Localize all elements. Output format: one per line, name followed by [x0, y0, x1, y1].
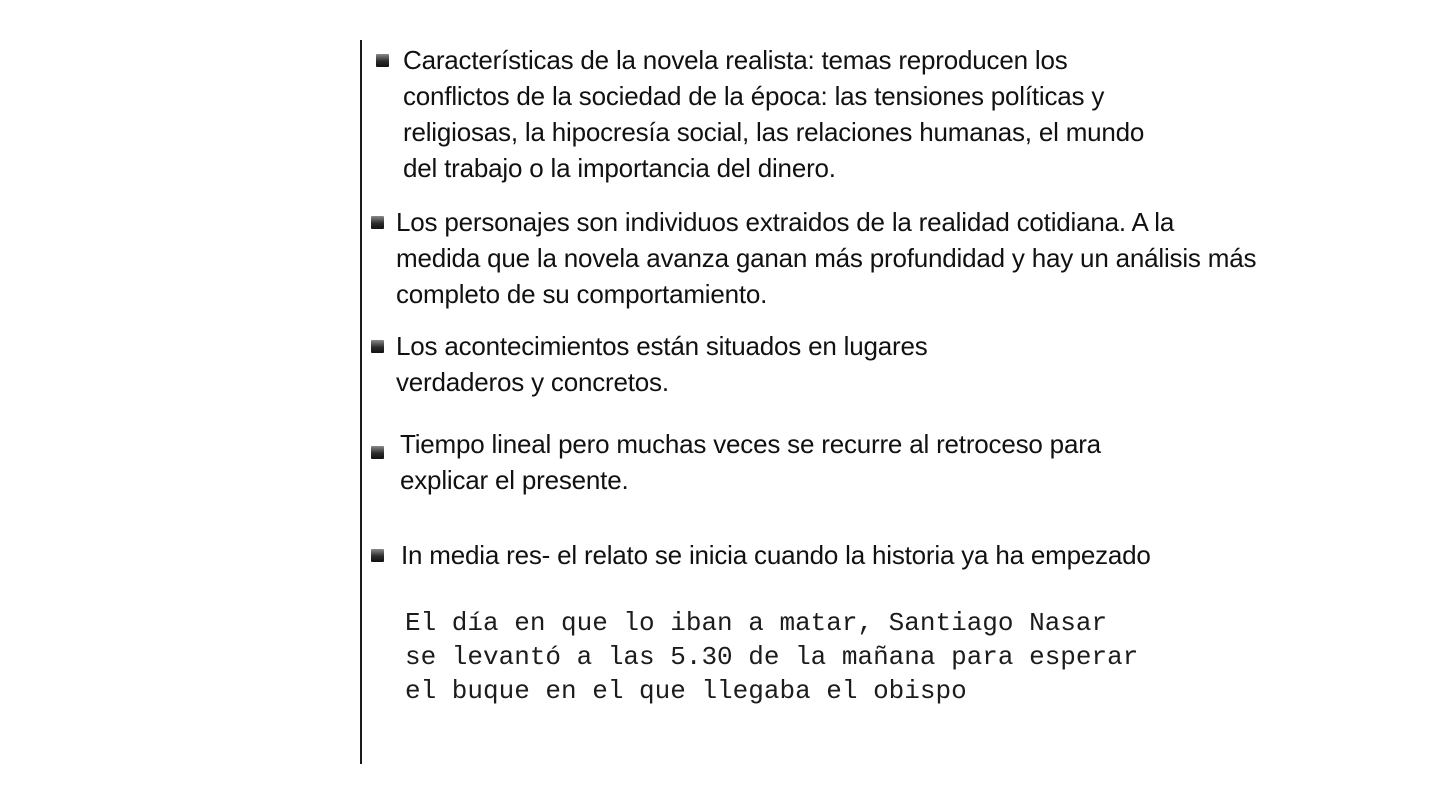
- quote-line: el buque en el que llegaba el obispo: [405, 676, 967, 706]
- bullet-line: In media res- el relato se inicia cuando la historia ya ha empezado: [401, 540, 1151, 570]
- bullet-text: [396, 204, 1256, 312]
- bullet-line: Características de la novela realista: temas reproducen los: [403, 45, 1068, 75]
- square-bullet-icon: [371, 446, 384, 459]
- bullet-text: [403, 42, 1144, 186]
- bullet-line: completo de su comportamiento.: [396, 279, 768, 309]
- vertical-divider-line: [360, 40, 362, 764]
- quote-line: El día en que lo iban a matar, Santiago Nasar: [405, 608, 1108, 638]
- bullet-line: Los acontecimientos están situados en lugares: [396, 331, 928, 361]
- bullet-item-in-media-res: [371, 537, 1291, 573]
- bullet-item-characters: [371, 204, 1381, 312]
- square-bullet-icon: [376, 54, 389, 67]
- quote-excerpt: [405, 606, 1305, 708]
- bullet-item-places: [371, 328, 1051, 400]
- bullet-line: medida que la novela avanza ganan más profundidad y hay un análisis más: [396, 243, 1257, 273]
- quote-line: se levantó a las 5.30 de la mañana para esperar: [405, 642, 1139, 672]
- square-bullet-icon: [371, 549, 384, 562]
- bullet-line: religiosas, la hipocresía social, las relaciones humanas, el mundo: [403, 117, 1145, 147]
- bullet-text: [396, 328, 928, 400]
- bullet-line: Tiempo lineal pero muchas veces se recurre al retroceso para: [400, 429, 1101, 459]
- bullet-line: Los personajes son individuos extraidos de la realidad cotidiana. A la: [396, 207, 1175, 237]
- bullet-line: verdaderos y concretos.: [396, 367, 669, 397]
- bullet-item-realist-themes: [376, 42, 1316, 186]
- square-bullet-icon: [371, 340, 384, 353]
- bullet-line: conflictos de la sociedad de la época: las tensiones políticas y: [403, 81, 1105, 111]
- bullet-text: [401, 537, 1151, 573]
- square-bullet-icon: [371, 216, 384, 229]
- bullet-text: [400, 426, 1101, 498]
- bullet-item-time: [371, 426, 1231, 498]
- bullet-line: del trabajo o la importancia del dinero.: [403, 153, 836, 183]
- bullet-line: explicar el presente.: [400, 465, 629, 495]
